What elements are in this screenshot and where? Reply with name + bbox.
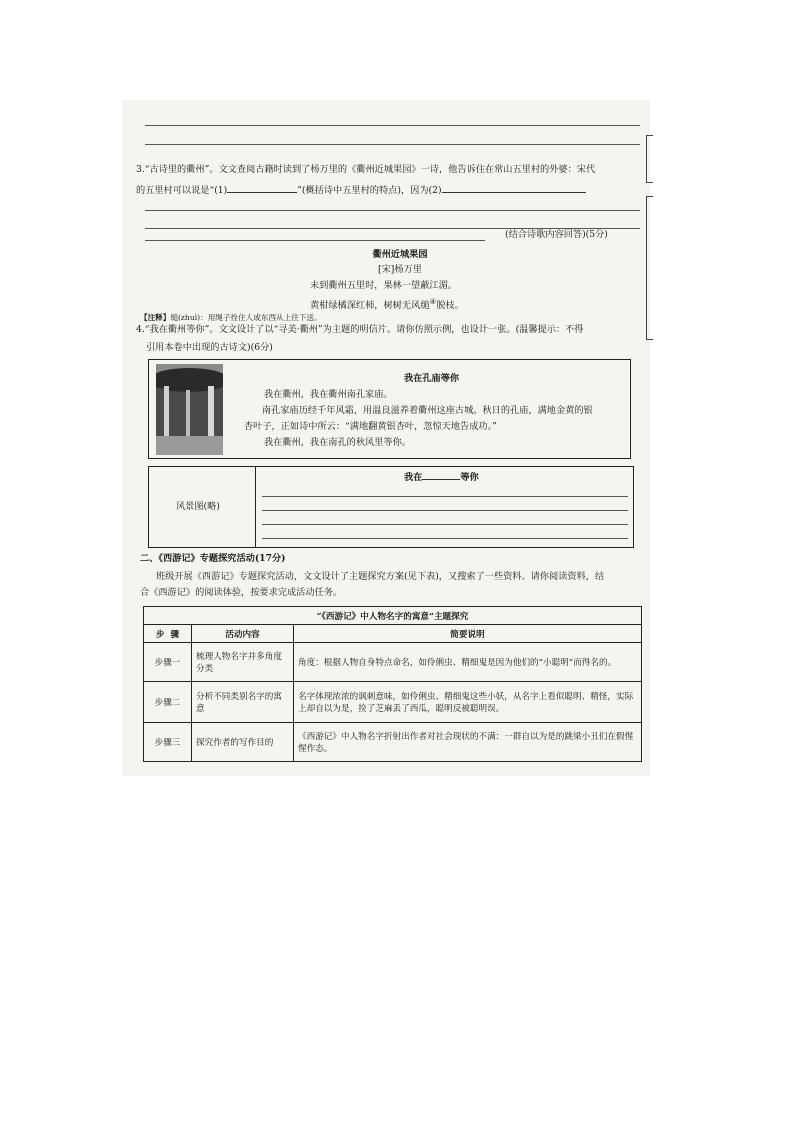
writing-line[interactable] <box>262 510 628 511</box>
row-step: 步骤三 <box>144 723 192 762</box>
research-table <box>143 606 642 762</box>
example-title: 我在孔庙等你 <box>404 373 460 384</box>
note-text: 缒(zhuì)：用绳子拴住人或东西从上往下送。 <box>170 313 322 322</box>
example-p3: 杏叶子，正如诗中所云：“满地翻黄银杏叶，忽惊天地告成功。” <box>244 421 497 432</box>
temple-photo <box>156 364 223 455</box>
answer-line <box>145 210 640 211</box>
poem-author: [宋]杨万里 <box>378 264 422 275</box>
design-title <box>404 469 479 484</box>
q3-line2-a: 的五里村可以说是“(1) <box>136 185 228 196</box>
table-row <box>144 723 642 762</box>
answer-line <box>145 144 640 145</box>
example-p1: 我在衢州，我在衢州南孔家庙。 <box>264 389 393 400</box>
table-row <box>144 682 642 723</box>
note-label: 【注释】 <box>140 313 171 322</box>
row-desc: 角度：根据人物自身特点命名，如伶俐虫、精细鬼是因为他们的“小聪明”而得名的。 <box>294 643 642 682</box>
writing-line[interactable] <box>262 538 628 539</box>
row-step: 步骤二 <box>144 682 192 723</box>
design-title-blank[interactable] <box>422 469 460 480</box>
header-step: 步 骤 <box>144 625 192 643</box>
q3-line1: 3.“古诗里的衢州”。文文查阅古籍时读到了杨万里的《衢州近城果园》一诗，他告诉住在常山五里村的外婆：宋代 <box>136 164 596 175</box>
q3-hint: (结合诗歌内容回答)(5分) <box>505 229 608 240</box>
row-desc: 名字体现浓浓的讽刺意味，如伶俐虫、精细鬼这些小妖，从名字上看似聪明、精怪，实际上却自以为是，捡了芝麻丢了西瓜，聪明反被聪明误。 <box>294 682 642 723</box>
poem-line2-text: 黄柑绿橘深红柿，树树无风缒 <box>310 300 430 312</box>
design-title-b: 等你 <box>460 472 479 483</box>
footnote-mark: ④ <box>429 297 437 306</box>
q4-line1: 4.“我在衢州等你”。文文设计了以“寻美·衢州”为主题的明信片。请你仿照示例，也设计一张。(温馨提示：不得 <box>136 324 584 335</box>
section2-intro1: 班级开展《西游记》专题探究活动，文文设计了主题探究方案(见下表)，又搜索了一些资料。请你阅读资料，结 <box>156 571 605 582</box>
scan-edge-mark <box>646 196 653 340</box>
answer-line <box>145 240 485 241</box>
example-p4: 我在衢州，我在南孔的秋风里等你。 <box>264 437 411 448</box>
row-content: 分析不同类别名字的寓意 <box>192 682 294 723</box>
q4-line2: 引用本卷中出现的古诗文)(6分) <box>146 342 273 353</box>
example-p2: 南孔家庙历经千年风霜，用温良滋养着衢州这座古城。秋日的孔庙，满地金黄的银 <box>262 405 593 416</box>
poem-note <box>140 312 322 323</box>
answer-blank-2[interactable] <box>442 182 586 193</box>
poem-line2-end: 脱枝。 <box>436 300 464 312</box>
header-content: 活动内容 <box>192 625 294 643</box>
temple-photo-image <box>156 364 223 455</box>
q3-line2-b: ”(概括诗中五里村的特点)，因为(2) <box>297 185 442 196</box>
design-title-a: 我在 <box>404 472 423 483</box>
row-desc: 《西游记》中人物名字折射出作者对社会现状的不满：一群自以为是的跳梁小丑们在假惺惺作态。 <box>294 723 642 762</box>
q3-line2 <box>136 182 586 197</box>
writing-line[interactable] <box>262 524 628 525</box>
design-divider <box>255 467 256 547</box>
poem-title: 衢州近城果园 <box>372 249 428 260</box>
section2-heading: 二、《西游记》专题探究活动(17分) <box>140 553 286 564</box>
row-step: 步骤一 <box>144 643 192 682</box>
table-row <box>144 643 642 682</box>
header-desc: 简要说明 <box>294 625 642 643</box>
poem-line2 <box>310 296 464 312</box>
table-caption: “《西游记》中人物名字的寓意”主题探究 <box>144 607 642 625</box>
image-placeholder-label: 风景图(略) <box>176 501 220 512</box>
section2-intro2: 合《西游记》的阅读体验，按要求完成活动任务。 <box>140 587 343 598</box>
answer-blank-1[interactable] <box>227 182 297 193</box>
poem-line1: 未到衢州五里时，果林一望蔽江湄。 <box>310 280 457 291</box>
answer-line <box>145 125 640 126</box>
writing-line[interactable] <box>262 496 628 497</box>
scan-edge-mark <box>646 135 653 183</box>
row-content: 梳理人物名字并多角度分类 <box>192 643 294 682</box>
row-content: 探究作者的写作目的 <box>192 723 294 762</box>
design-postcard <box>148 466 634 548</box>
